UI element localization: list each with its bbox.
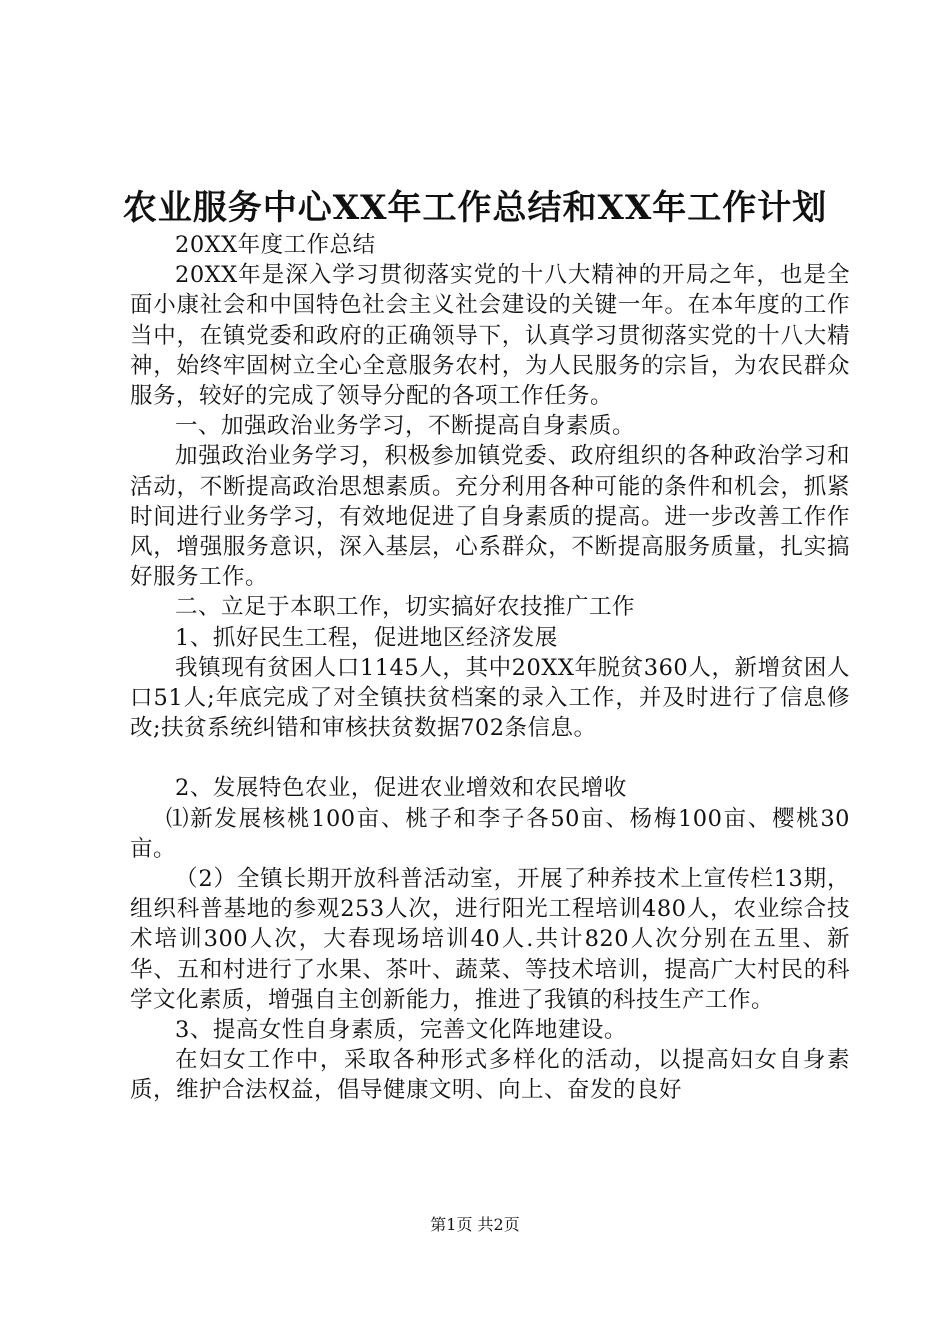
paragraph-annual-summary-heading: 20XX年度工作总结 [175,232,376,258]
document-body [130,230,850,1106]
paragraph-item-3-heading: 3、提高女性自身素质，完善文化阵地建设。 [175,1017,627,1044]
page-footer: 第1页 共2页 [430,1215,520,1234]
paragraph-item-1-body: 我镇现有贫困人口1145人，其中20XX年脱贫360人，新增贫困人口51人;年底完成了对全镇扶贫档案的录入工作，并及时进行了信息修改;扶贫系统纠错和审核扶贫数据702条信息。 [130,654,850,742]
paragraph-section-1-heading: 一、加强政治业务学习，不断提高自身素质。 [175,413,636,440]
paragraph-intro: 20XX年是深入学习贯彻落实党的十八大精神的开局之年，也是全面小康社会和中国特色社会主义社会建设的关键一年。在本年度的工作当中，在镇党委和政府的正确领导下，认真学习贯彻落实党的十八大精神，始终牢固树立全心全意服务农村，为人民服务的宗旨，为农民群众服务，较好的完成了领导分配的各项工作任务。 [130,262,850,410]
paragraph-section-1-body: 加强政治业务学习，积极参加镇党委、政府组织的各种政治学习和活动，不断提高政治思想素质。充分利用各种可能的条件和机会，抓紧时间进行业务学习，有效地促进了自身素质的提高。进一步改善工作作风，增强服务意识，深入基层，心系群众，不断提高服务质量，扎实搞好服务工作。 [130,443,850,591]
paragraph-spacer [130,743,850,773]
paragraph-item-1-heading: 1、抓好民生工程，促进地区经济发展 [175,624,558,651]
document-title: 农业服务中心XX年工作总结和XX年工作计划 [122,188,828,228]
paragraph-section-2-heading: 二、立足于本职工作，切实搞好农技推广工作 [175,594,636,621]
paragraph-item-2-point-2: （2）全镇长期开放科普活动室，开展了种养技术上宣传栏13期，组织科普基地的参观253人次，进行阳光工程培训480人，农业综合技术培训300人次，大春现场培训40人.共计820人次分别在五里、新华、五和村进行了水果、茶叶、蔬菜、等技术培训，提高广大村民的科学文化素质，增强自主创新能力，推进了我镇的科技生产工作。 [130,866,850,1013]
paragraph-item-3-body: 在妇女工作中，采取各种形式多样化的活动，以提高妇女自身素质，维护合法权益，倡导健康文明、向上、奋发的良好 [130,1047,850,1104]
paragraph-item-2-point-1: ⑴新发展核桃100亩、桃子和李子各50亩、杨梅100亩、樱桃30亩。 [130,805,850,862]
paragraph-item-2-heading: 2、发展特色农业，促进农业增效和农民增收 [175,775,627,802]
